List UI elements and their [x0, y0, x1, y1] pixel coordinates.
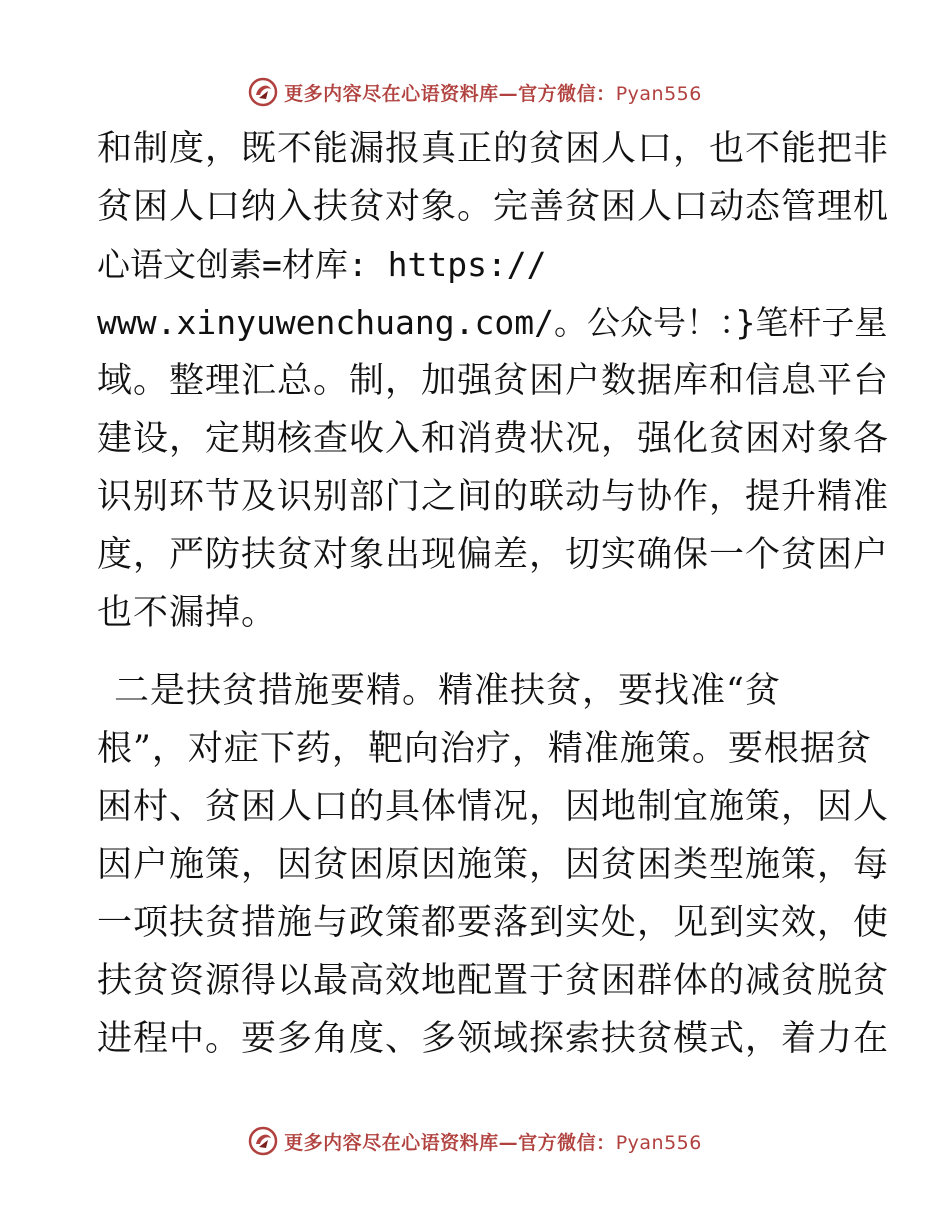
header-banner-title: 更多内容尽在心语资料库	[284, 82, 499, 105]
body-line-paragraph-start: 二是扶贫措施要精。精准扶贫，要找准“贫	[114, 671, 781, 711]
body-line-url-label: 心语文创素=材库: https://	[97, 245, 547, 284]
body-line-url: www.xinyuwenchuang.com/。公众号！：}笔杆子星	[97, 303, 888, 342]
body-line: 也不漏掉。	[97, 593, 278, 633]
footer-wechat-label: 官方微信：	[518, 1131, 616, 1154]
body-line: 根”，对症下药，靶向治疗，精准施策。要根据贫	[97, 729, 872, 769]
body-line: 贫困人口纳入扶贫对象。完善贫困人口动态管理机	[97, 187, 890, 227]
document-body	[97, 120, 890, 1068]
header-wechat-id: Pyan556	[615, 82, 702, 105]
body-line: 建设，定期核查收入和消费状况，强化贫困对象各	[97, 419, 890, 459]
body-line: 度，严防扶贫对象出现偏差，切实确保一个贫困户	[97, 535, 890, 575]
footer-separator: —	[498, 1131, 519, 1154]
body-line: 进程中。要多角度、多领域探索扶贫模式，着力在	[97, 1019, 890, 1059]
red-swirl-logo-icon	[248, 1126, 278, 1156]
body-line: 扶贫资源得以最高效地配置于贫困群体的减贫脱贫	[97, 961, 890, 1001]
header-separator: —	[498, 82, 519, 105]
header-banner	[0, 72, 950, 112]
footer-wechat-id: Pyan556	[615, 1131, 702, 1154]
footer-banner-title: 更多内容尽在心语资料库	[284, 1131, 499, 1154]
footer-banner-text	[284, 1128, 702, 1155]
paragraph-spacer	[97, 642, 852, 662]
red-swirl-logo-icon	[248, 77, 278, 107]
body-line: 和制度，既不能漏报真正的贫困人口，也不能把非	[97, 129, 890, 169]
footer-banner	[0, 1121, 950, 1161]
body-line: 一项扶贫措施与政策都要落到实处，见到实效，使	[97, 903, 890, 943]
header-banner-text	[284, 79, 702, 106]
body-line: 困村、贫困人口的具体情况，因地制宜施策，因人	[97, 787, 890, 827]
header-wechat-label: 官方微信：	[518, 82, 616, 105]
body-line: 域。整理汇总。制，加强贫困户数据库和信息平台	[97, 361, 890, 401]
body-line: 因户施策，因贫困原因施策，因贫困类型施策，每	[97, 845, 890, 885]
body-line: 识别环节及识别部门之间的联动与协作，提升精准	[97, 477, 890, 517]
